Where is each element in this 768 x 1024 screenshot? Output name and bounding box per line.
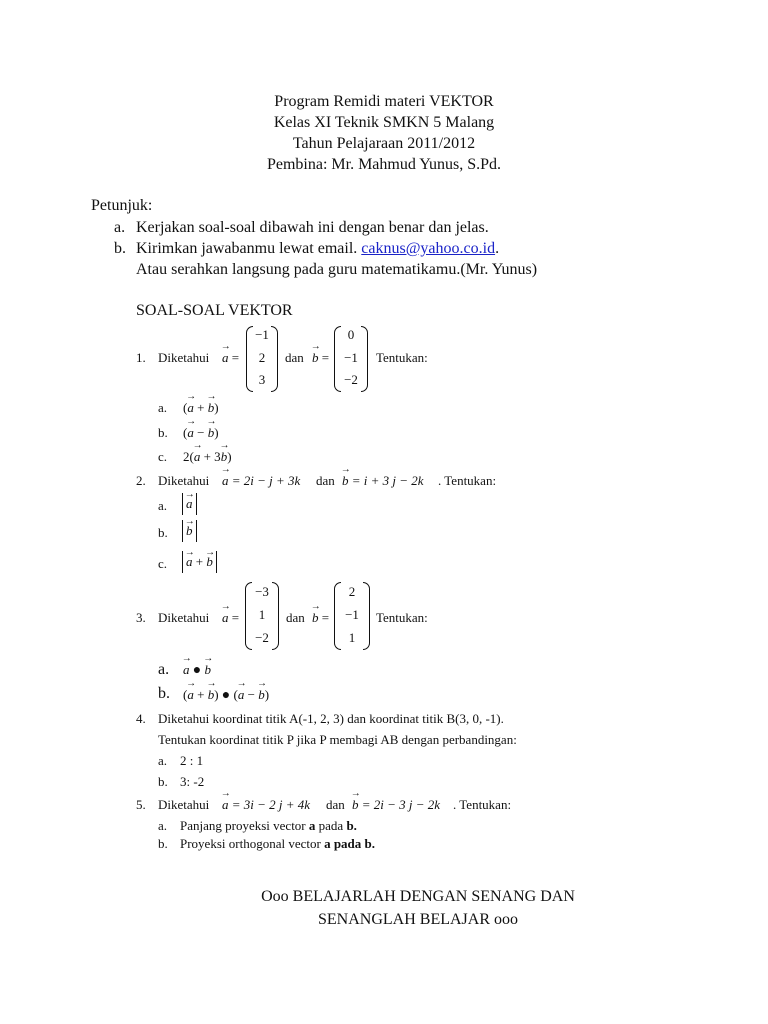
q4-number: 4. (136, 711, 146, 726)
q5-option-a-bold-2: b. (346, 818, 357, 833)
q3-vector-b-symbol: b → = (312, 610, 329, 626)
q5-vector-b-expr: = 2i − 3 j − 2k (361, 797, 441, 812)
q1-vector-a-z: 3 (258, 372, 266, 387)
q3-dan: dan (286, 610, 305, 625)
q1-dan: dan (285, 350, 304, 365)
q1-label: Diketahui (158, 350, 210, 365)
q3-vector-b-matrix (334, 582, 370, 650)
q3-label: Diketahui (158, 610, 210, 625)
q1-option-a-expr: (a → + b →) (183, 400, 219, 416)
q5-vector-b: b → = 2i − 3 j − 2k (352, 797, 440, 813)
q4-option-b-marker: b. (158, 774, 168, 789)
q5-option-a-bold-1: a (308, 818, 316, 833)
q1-option-a-marker: a. (158, 400, 168, 415)
q1-option-c-marker: c. (158, 449, 168, 464)
q3-vector-a-x: −3 (255, 584, 269, 599)
header-line-4: Pembina: Mr. Mahmud Yunus, S.Pd. (266, 156, 502, 173)
q2-option-c-marker: c. (158, 556, 168, 571)
instruction-b-line (136, 240, 499, 258)
q1-option-b-expr: (a → − b →) (183, 425, 219, 441)
q5-option-b-marker: b. (158, 836, 168, 851)
q2-vector-a: a → = 2i − j + 3k (222, 473, 300, 489)
q5-vector-a: a → = 3i − 2 j + 4k (222, 797, 310, 813)
q5-option-b-bold: a pada b. (324, 836, 376, 851)
q5-dan: dan (326, 797, 345, 812)
q1-vector-b-matrix (334, 326, 368, 392)
q5-option-b-text (180, 836, 375, 852)
q2-vector-a-expr: = 2i − j + 3k (231, 473, 301, 488)
header-line-3: Tahun Pelajaraan 2011/2012 (292, 135, 476, 152)
q3-vector-a-y: 1 (258, 607, 266, 622)
q1-tentukan: Tentukan: (376, 350, 428, 365)
q2-option-b-expr: b → (182, 520, 197, 542)
q3-vector-b-x: 2 (348, 584, 356, 599)
q5-option-b-pre: Proyeksi orthogonal vector (180, 836, 325, 851)
q2-option-a-marker: a. (158, 498, 168, 513)
q2-tentukan: . Tentukan: (438, 473, 497, 488)
instruction-a-text: Kerjakan soal-soal dibawah ini dengan benar dan jelas. (136, 219, 489, 236)
q2-option-c-expr: a → + b → (182, 551, 217, 573)
q3-vector-a-z: −2 (255, 630, 269, 645)
q3-option-a-marker: a. (158, 661, 170, 678)
q3-tentukan: Tentukan: (376, 610, 428, 625)
footer-line-1: Ooo BELAJARLAH DENGAN SENANG DAN (261, 888, 575, 905)
q1-option-c-expr: 2(a → + 3b →) (183, 449, 232, 465)
q4-line-2: Tentukan koordinat titik P jika P membagi AB dengan perbandingan: (158, 732, 517, 747)
q3-vector-a-symbol: a → = (222, 610, 239, 626)
q3-option-a-expr: a → ● b → (183, 662, 211, 679)
q1-vector-b-y: −1 (344, 350, 358, 365)
q1-option-b-marker: b. (158, 425, 168, 440)
q5-number: 5. (136, 797, 146, 812)
q2-option-b-marker: b. (158, 525, 168, 540)
q5-label: Diketahui (158, 797, 210, 812)
q1-vector-a-symbol: a → = (222, 350, 239, 366)
q5-vector-a-expr: = 3i − 2 j + 4k (231, 797, 311, 812)
q2-vector-b-expr: = i + 3 j − 2k (351, 473, 424, 488)
q3-vector-b-z: 1 (348, 630, 356, 645)
q3-option-b-expr: (a → + b →) ● (a → − b →) (183, 687, 269, 704)
header-line-1: Program Remidi materi VEKTOR (274, 93, 494, 110)
q3-option-b-marker: b. (158, 685, 170, 702)
q1-vector-a-y: 2 (258, 350, 266, 365)
q5-tentukan: . Tentukan: (453, 797, 512, 812)
q4-option-a-marker: a. (158, 753, 168, 768)
q2-label: Diketahui (158, 473, 210, 488)
header-line-2: Kelas XI Teknik SMKN 5 Malang (273, 114, 495, 131)
q3-number: 3. (136, 610, 146, 625)
instruction-b-text-2: Atau serahkan langsung pada guru matematikamu.(Mr. Yunus) (136, 261, 538, 278)
q1-number: 1. (136, 350, 146, 365)
instruction-b-end: . (495, 240, 500, 257)
q2-number: 2. (136, 473, 146, 488)
q1-vector-a-matrix (246, 326, 278, 392)
q3-vector-b-y: −1 (345, 607, 359, 622)
section-title: SOAL-SOAL VEKTOR (136, 302, 293, 319)
instruction-b-text: Kirimkan jawabanmu lewat email. (136, 240, 362, 257)
q2-dan: dan (316, 473, 335, 488)
q5-option-a-mid: pada (315, 818, 347, 833)
email-link[interactable]: caknus@yahoo.co.id (361, 240, 496, 257)
q2-option-a-expr: a → (182, 493, 197, 515)
instruction-b-marker: b. (114, 240, 126, 257)
q2-vector-b: b → = i + 3 j − 2k (342, 473, 424, 489)
q5-option-a-marker: a. (158, 818, 168, 833)
q4-option-a-text: 2 : 1 (180, 753, 204, 768)
q5-option-a-text (180, 818, 357, 834)
footer-line-2: SENANGLAH BELAJAR ooo (318, 911, 518, 928)
instruction-a-marker: a. (114, 219, 126, 236)
q5-option-a-pre: Panjang proyeksi vector (180, 818, 309, 833)
instructions-title: Petunjuk: (91, 197, 153, 214)
q1-vector-a-x: −1 (255, 327, 269, 342)
q1-vector-b-x: 0 (347, 327, 355, 342)
q4-line-1: Diketahui koordinat titik A(-1, 2, 3) dan koordinat titik B(3, 0, -1). (158, 711, 504, 726)
q4-option-b-text: 3: -2 (180, 774, 205, 789)
q1-vector-b-symbol: b → = (312, 350, 329, 366)
q3-vector-a-matrix (245, 582, 279, 650)
q1-vector-b-z: −2 (344, 372, 358, 387)
